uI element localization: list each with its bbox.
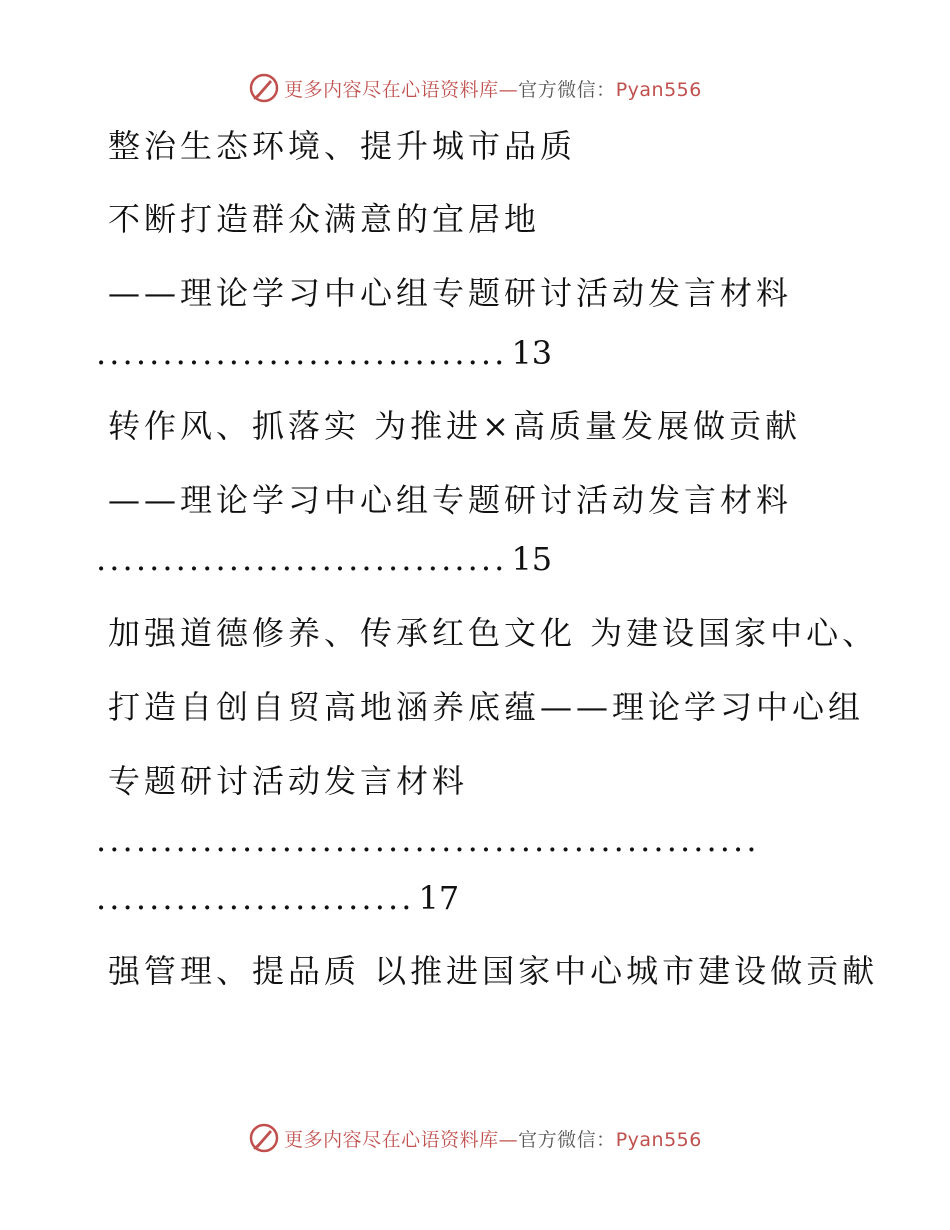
banner-main-text: 更多内容尽在心语资料库—	[284, 1128, 519, 1151]
dot-leader: ..................................................	[96, 821, 760, 859]
toc-line-9: 强管理、提品质 以推进国家中心城市建设做贡献	[108, 952, 879, 990]
banner-wechat-id: Pyan556	[615, 1128, 702, 1151]
toc-dots-line-3	[96, 821, 760, 859]
toc-line-4: 转作风、抓落实 为推进×高质量发展做贡献	[108, 407, 801, 445]
quill-logo-icon	[248, 72, 280, 104]
toc-line-2: 不断打造群众满意的宜居地	[108, 200, 541, 238]
toc-line-1: 整治生态环境、提升城市品质	[108, 127, 577, 165]
banner-main-text: 更多内容尽在心语资料库—	[284, 78, 519, 101]
toc-dots-line-2	[96, 540, 553, 578]
footer-banner	[0, 1122, 950, 1154]
page-number: 17	[418, 879, 460, 917]
banner-text	[284, 75, 702, 102]
quill-logo-icon	[248, 1122, 280, 1154]
toc-line-8: 专题研讨活动发言材料	[108, 762, 469, 800]
toc-dots-line-1	[96, 334, 553, 372]
toc-line-6: 加强道德修养、传承红色文化 为建设国家中心、	[108, 614, 879, 652]
page-number: 13	[511, 334, 553, 372]
dot-leader: ...............................	[96, 334, 508, 372]
banner-wechat-id: Pyan556	[615, 78, 702, 101]
banner-wechat-label: 官方微信：	[518, 1128, 616, 1151]
dot-leader: ........................	[96, 879, 415, 917]
toc-line-3: ——理论学习中心组专题研讨活动发言材料	[108, 274, 793, 312]
toc-line-7: 打造自创自贸高地涵养底蕴——理论学习中心组	[108, 688, 865, 726]
dot-leader: ...............................	[96, 540, 508, 578]
page-number: 15	[511, 540, 553, 578]
header-banner	[0, 72, 950, 104]
banner-text	[284, 1125, 702, 1152]
toc-dots-line-4	[96, 879, 460, 917]
banner-wechat-label: 官方微信：	[518, 78, 616, 101]
toc-line-5: ——理论学习中心组专题研讨活动发言材料	[108, 481, 793, 519]
